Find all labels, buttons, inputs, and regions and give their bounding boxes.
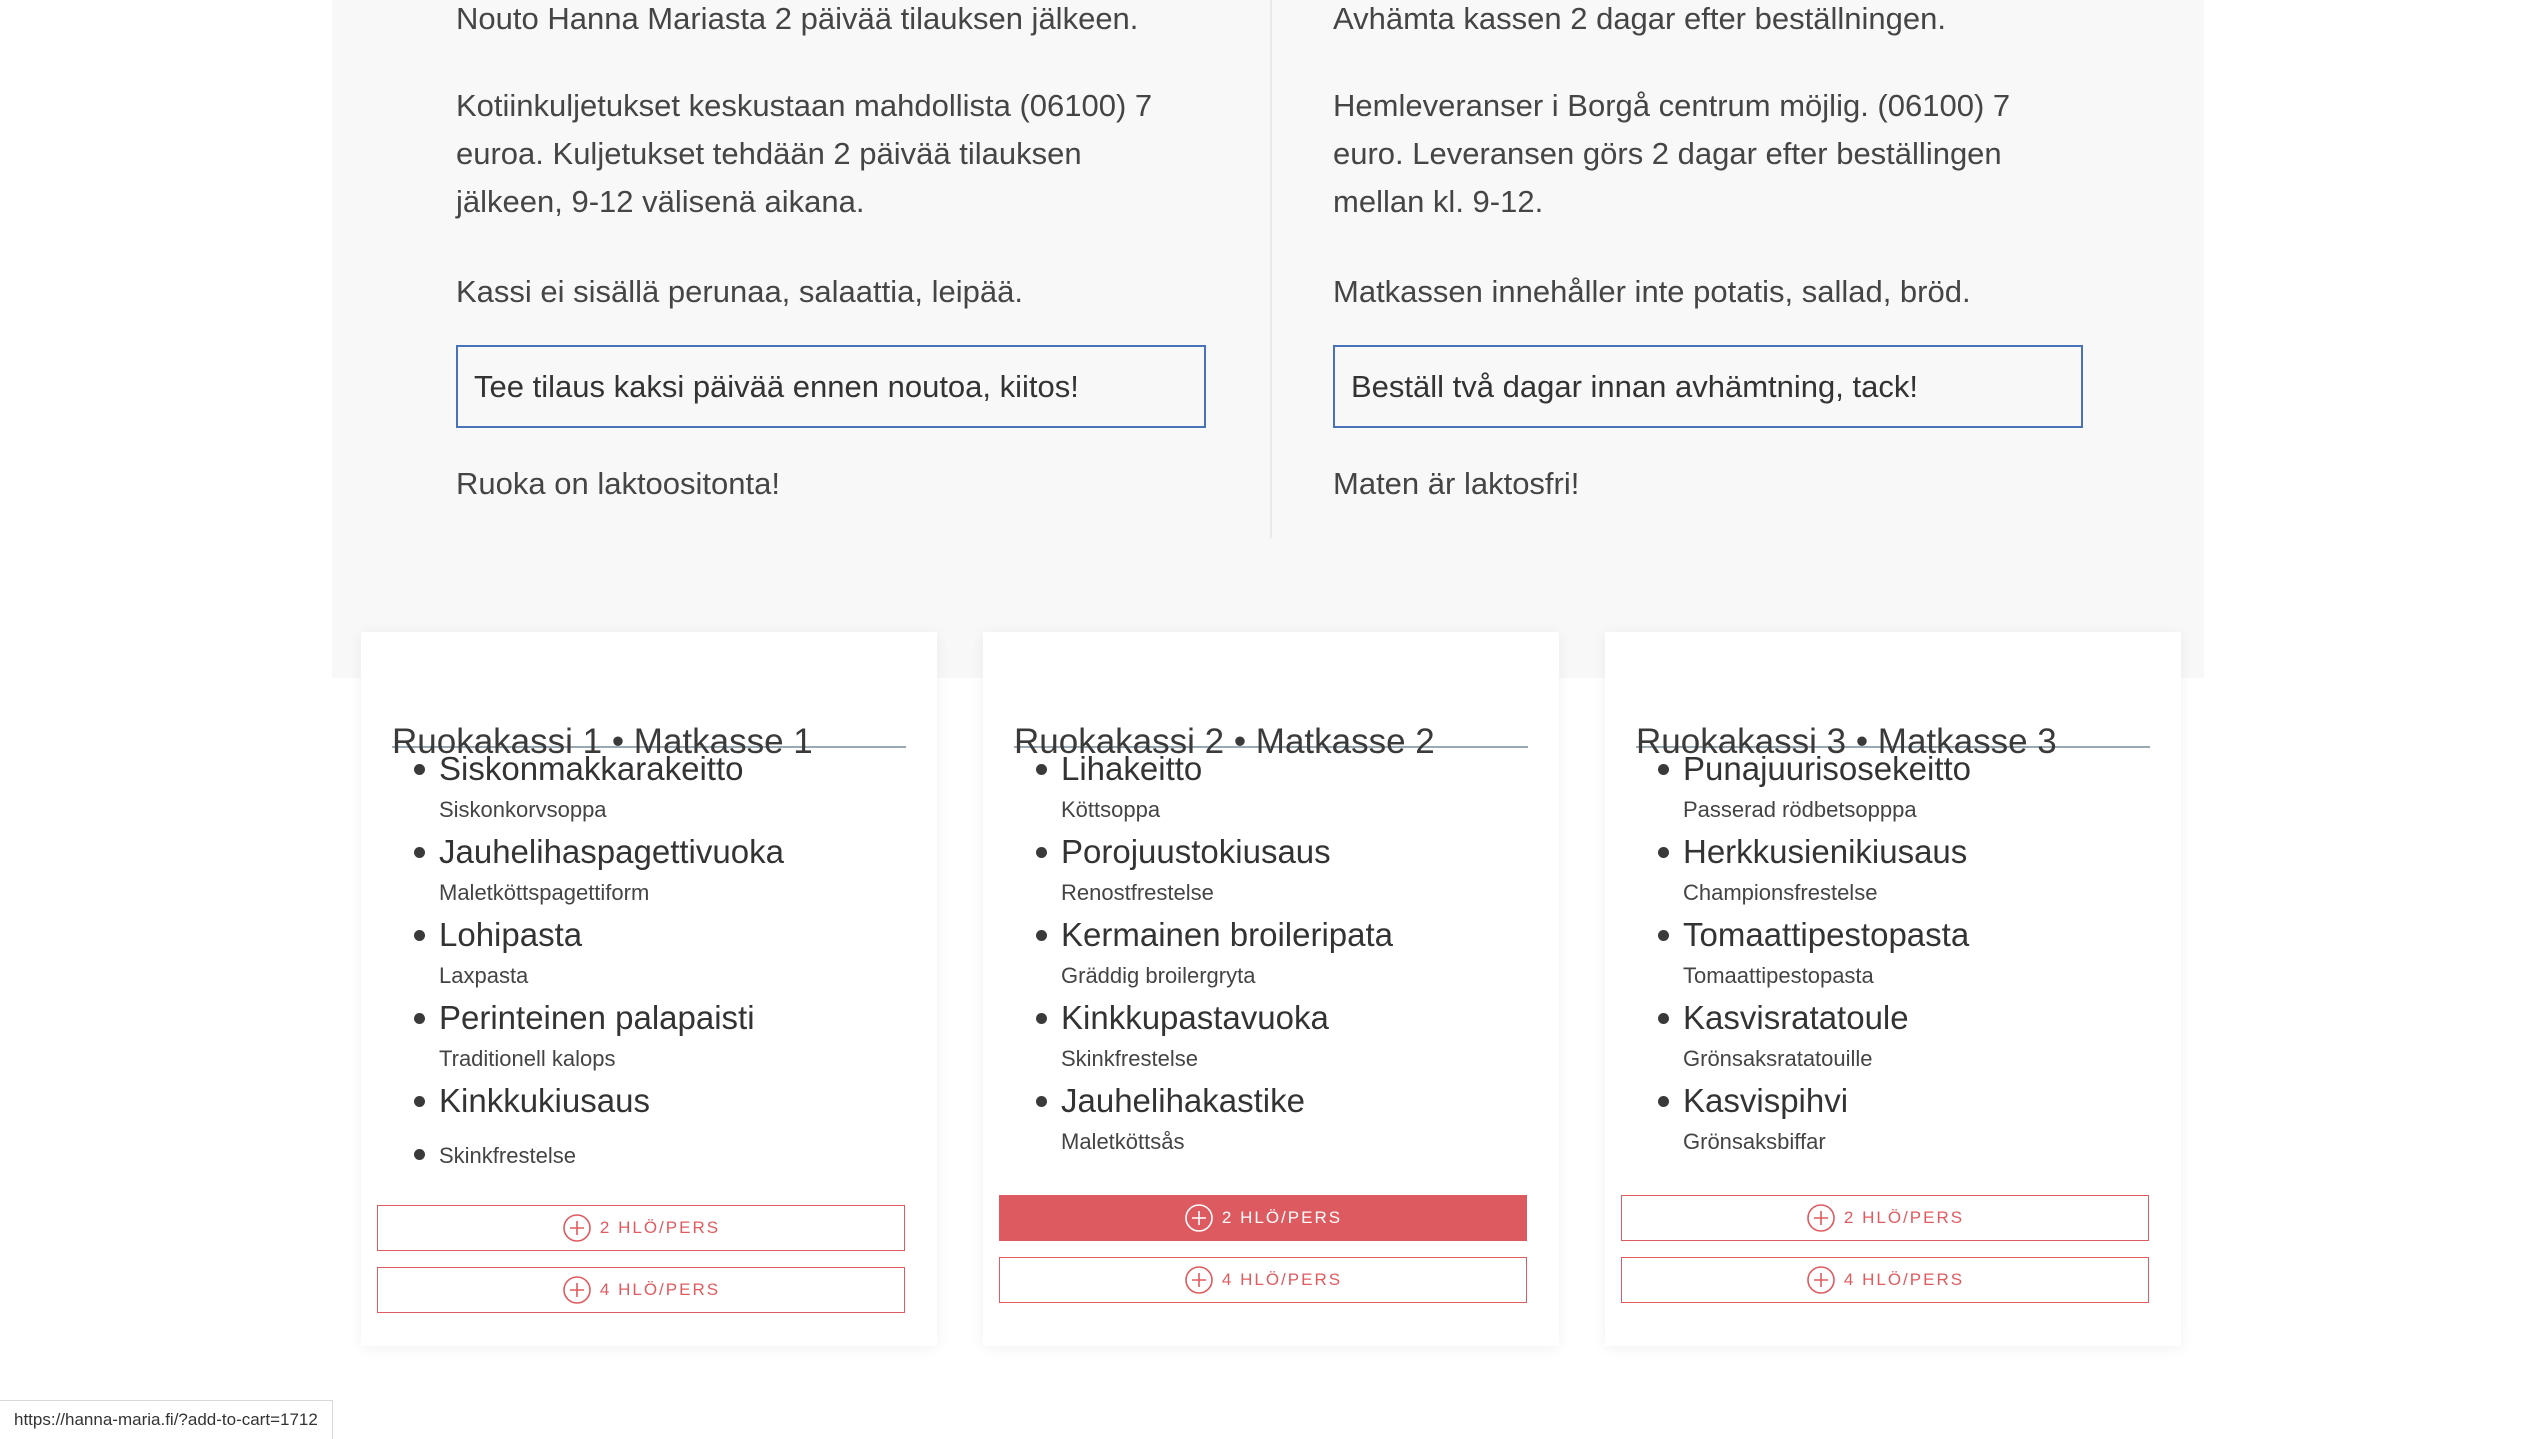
meal-name-sv: Championsfrestelse <box>1683 880 1878 905</box>
add-2-persons-button[interactable] <box>1621 1195 2149 1241</box>
button-label: 4 HLÖ/PERS <box>1843 1270 1965 1289</box>
bullet <box>414 1013 425 1024</box>
bullet <box>1036 1096 1047 1107</box>
meal-item <box>1683 913 2163 995</box>
plus-circle-icon <box>562 1275 592 1305</box>
meal-item <box>1683 830 2163 912</box>
meal-name-fi: Kasvisratatoule <box>1683 999 1909 1036</box>
meal-item <box>439 913 919 995</box>
meal-name-fi: Kermainen broileripata <box>1061 916 1394 953</box>
meal-name-sv: Tomaattipestopasta <box>1683 963 1874 988</box>
add-4-persons-button[interactable] <box>1621 1257 2149 1303</box>
meal-name-sv: Siskonkorvsoppa <box>439 797 607 822</box>
bullet <box>414 1149 425 1160</box>
meal-item <box>439 996 919 1078</box>
meal-name-sv: Maletköttsås <box>1061 1129 1185 1154</box>
bullet <box>1036 930 1047 941</box>
meal-name-sv: Traditionell kalops <box>439 1046 616 1071</box>
bullet <box>1658 764 1669 775</box>
meal-name-fi: Perinteinen palapaisti <box>439 999 755 1036</box>
meal-item <box>1061 830 1541 912</box>
bullet <box>1658 1013 1669 1024</box>
card-title: Ruokakassi 1 • Matkasse 1 <box>392 662 906 748</box>
meal-name-sv: Skinkfrestelse <box>1061 1046 1198 1071</box>
meal-name-sv: Skinkfrestelse <box>439 1143 576 1168</box>
meal-name-sv: Renostfrestelse <box>1061 880 1214 905</box>
delivery-text-line2: euro. Leveransen görs 2 dagar efter beställingen <box>1333 136 2002 171</box>
meal-name-sv: Laxpasta <box>439 963 529 988</box>
meal-name-fi: Kasvispihvi <box>1683 1082 1849 1119</box>
bullet <box>414 764 425 775</box>
add-2-persons-button[interactable] <box>377 1205 905 1251</box>
food-bag-card-3 <box>1605 632 2181 1346</box>
meal-name-sv: Grönsaksratatouille <box>1683 1046 1873 1071</box>
bullet <box>1658 1096 1669 1107</box>
food-bag-card-2 <box>983 632 1559 1346</box>
button-label: 2 HLÖ/PERS <box>1843 1208 1965 1227</box>
plus-circle-icon <box>562 1213 592 1243</box>
plus-circle-icon <box>1184 1203 1214 1233</box>
add-4-persons-button[interactable] <box>999 1257 1527 1303</box>
meal-item <box>439 747 919 829</box>
pickup-text: Nouto Hanna Mariasta 2 päivää tilauksen jälkeen. <box>456 1 1139 36</box>
food-bag-card-1 <box>361 632 937 1346</box>
meal-item <box>1061 1079 1541 1161</box>
add-4-persons-button[interactable] <box>377 1267 905 1313</box>
meal-name-fi: Herkkusienikiusaus <box>1683 833 1968 870</box>
meal-item <box>439 1137 919 1175</box>
plus-circle-icon <box>1806 1265 1836 1295</box>
meal-name-sv: Köttsoppa <box>1061 797 1161 822</box>
bullet <box>1036 764 1047 775</box>
bullet <box>1658 847 1669 858</box>
card-title: Ruokakassi 3 • Matkasse 3 <box>1636 662 2150 748</box>
pickup-text: Avhämta kassen 2 dagar efter beställningen. <box>1333 1 1946 36</box>
meal-name-fi: Lihakeitto <box>1061 750 1203 787</box>
meal-name-fi: Punajuurisosekeitto <box>1683 750 1972 787</box>
delivery-text-line3: jälkeen, 9-12 välisenä aikana. <box>456 184 865 219</box>
meal-name-fi: Lohipasta <box>439 916 583 953</box>
card-title: Ruokakassi 2 • Matkasse 2 <box>1014 662 1528 748</box>
meal-name-sv: Maletköttspagettiform <box>439 880 650 905</box>
meal-item <box>1683 996 2163 1078</box>
meal-name-fi: Kinkkupastavuoka <box>1061 999 1329 1036</box>
meal-item <box>1683 747 2163 829</box>
meal-name-fi: Porojuustokiusaus <box>1061 833 1331 870</box>
lactose-free-text: Maten är laktosfri! <box>1333 466 1580 501</box>
meal-name-fi: Jauhelihakastike <box>1061 1082 1305 1119</box>
bullet <box>1658 930 1669 941</box>
meal-item <box>1061 913 1541 995</box>
meal-item <box>1061 747 1541 829</box>
meal-name-sv: Grönsaksbiffar <box>1683 1129 1826 1154</box>
not-included-text: Kassi ei sisällä perunaa, salaattia, leipää. <box>456 274 1023 309</box>
meal-name-sv: Passerad rödbetsopppa <box>1683 797 1917 822</box>
lactose-free-text: Ruoka on laktoositonta! <box>456 466 780 501</box>
button-label: 4 HLÖ/PERS <box>1221 1270 1343 1289</box>
delivery-text-line2: euroa. Kuljetukset tehdään 2 päivää tilauksen <box>456 136 1082 171</box>
meal-name-fi: Tomaattipestopasta <box>1683 916 1970 953</box>
bullet <box>1036 1013 1047 1024</box>
delivery-text-line3: mellan kl. 9-12. <box>1333 184 1544 219</box>
button-label: 4 HLÖ/PERS <box>599 1280 721 1299</box>
meal-item <box>1683 1079 2163 1161</box>
meal-item <box>1061 996 1541 1078</box>
meal-name-fi: Kinkkukiusaus <box>439 1082 650 1119</box>
add-2-persons-button[interactable] <box>999 1195 1527 1241</box>
not-included-text: Matkassen innehåller inte potatis, sallad, bröd. <box>1333 274 1971 309</box>
button-label: 2 HLÖ/PERS <box>1221 1208 1343 1227</box>
delivery-text-line1: Kotiinkuljetukset keskustaan mahdollista (06100) 7 <box>456 88 1153 123</box>
plus-circle-icon <box>1184 1265 1214 1295</box>
browser-status-url: https://hanna-maria.fi/?add-to-cart=1712 <box>0 1400 333 1439</box>
bullet <box>414 930 425 941</box>
meal-name-sv: Gräddig broilergryta <box>1061 963 1256 988</box>
meal-name-fi: Siskonmakkarakeitto <box>439 750 744 787</box>
meal-name-fi: Jauhelihaspagettivuoka <box>439 833 784 870</box>
plus-circle-icon <box>1806 1203 1836 1233</box>
bullet <box>414 847 425 858</box>
delivery-text-line1: Hemleveranser i Borgå centrum möjlig. (06100) 7 <box>1333 88 2011 123</box>
meal-item <box>439 1079 919 1123</box>
order-notice-box: Tee tilaus kaksi päivää ennen noutoa, kiitos! <box>456 345 1206 428</box>
bullet <box>1036 847 1047 858</box>
meal-item <box>439 830 919 912</box>
order-notice-box: Beställ två dagar innan avhämtning, tack! <box>1333 345 2083 428</box>
bullet <box>414 1096 425 1107</box>
button-label: 2 HLÖ/PERS <box>599 1218 721 1237</box>
column-divider <box>1270 0 1272 538</box>
